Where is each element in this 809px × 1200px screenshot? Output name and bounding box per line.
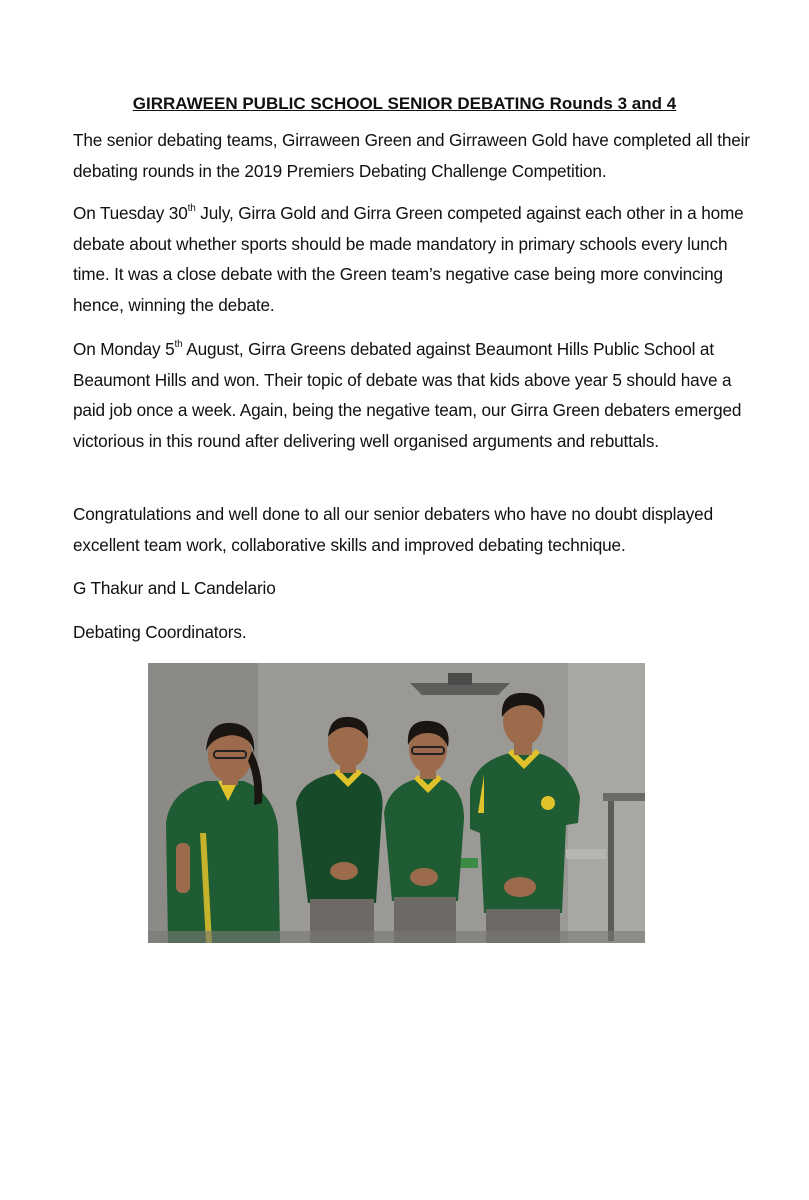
paragraph-round-4-text-b: August, Girra Greens debated against Beaumont Hills Public School at Beaumont Hills and won. Their topic of debate was that kids above year 5 should have a paid job once a week. Again, being the negative team, our Girra Green debaters emerged victorious in this round after delivering well organised arguments and rebuttals. [73, 339, 742, 451]
paragraph-round-3 [73, 198, 753, 320]
paragraph-round-4-text-a: On Monday 5 [73, 339, 175, 359]
team-photo-illustration [148, 663, 645, 943]
ordinal-suffix: th [187, 203, 196, 215]
ordinal-suffix: th [174, 339, 183, 351]
team-photo [148, 663, 645, 943]
paragraph-round-4 [73, 334, 753, 456]
paragraph-round-3-text-a: On Tuesday 30 [73, 203, 188, 223]
paragraph-intro: The senior debating teams, Girraween Green and Girraween Gold have completed all their debating rounds in the 2019 Premiers Debating Challenge Competition. [73, 130, 750, 181]
signature-role: Debating Coordinators. [73, 622, 247, 642]
paragraph-round-3-text-b: July, Girra Gold and Girra Green competed against each other in a home debate about whether sports should be made mandatory in primary schools every lunch time. It was a close debate with the Green team’s negative case being more convincing hence, winning the debate. [73, 203, 744, 315]
signature-names: G Thakur and L Candelario [73, 578, 276, 598]
page-title: GIRRAWEEN PUBLIC SCHOOL SENIOR DEBATING Rounds 3 and 4 [132, 94, 677, 113]
paragraph-congratulations: Congratulations and well done to all our senior debaters who have no doubt displayed excellent team work, collaborative skills and improved debating technique. [73, 504, 714, 555]
